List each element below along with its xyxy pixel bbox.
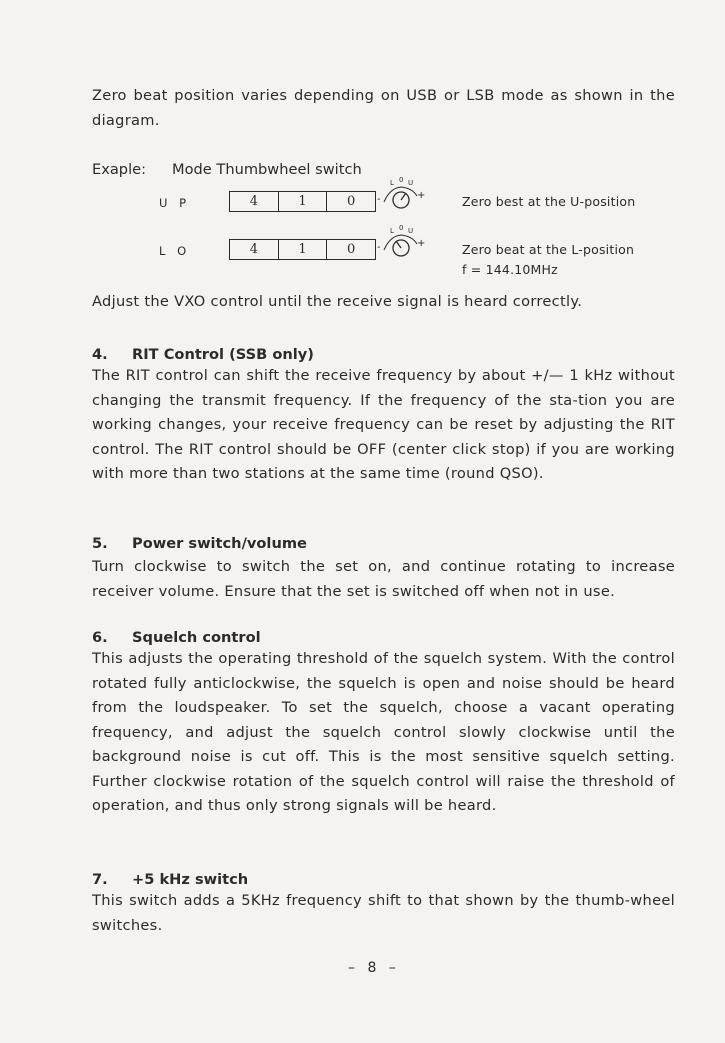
section-title: RIT Control (SSB only) xyxy=(132,346,314,363)
knob-lo-icon xyxy=(376,222,426,264)
example-label: Exaple: xyxy=(92,161,147,178)
knob-label-l: L xyxy=(390,179,394,187)
thumbwheel-lo xyxy=(229,239,376,260)
section-title: Squelch control xyxy=(132,629,261,646)
thumbwheel-digit: 1 xyxy=(279,192,328,211)
knob-label-u: U xyxy=(408,179,414,187)
section-number: 7. xyxy=(92,871,108,888)
knob-minus: - xyxy=(377,194,381,205)
knob-plus: + xyxy=(417,238,426,249)
section-heading-power xyxy=(92,534,307,554)
section-number: 5. xyxy=(92,535,108,552)
section-body-rit: The RIT control can shift the receive frequency by about +/— 1 kHz without changing the transmit frequency. If the frequency of the sta-tion you are working changes, your receive frequency can be reset by adjusting the RIT control. The RIT control should be OFF (center click stop) if you are working with more than two stations at the same time (round QSO). xyxy=(92,367,675,482)
knob-label-u: U xyxy=(408,227,414,235)
example-title: Mode Thumbwheel switch xyxy=(172,161,362,178)
note-up: Zero best at the U-position xyxy=(462,194,636,209)
knob-plus: + xyxy=(417,190,426,201)
thumbwheel-up xyxy=(229,191,376,212)
knob-label-l: L xyxy=(390,227,394,235)
thumbwheel-digit: 1 xyxy=(279,240,328,259)
section-body-5khz: This switch adds a 5KHz frequency shift to that shown by the thumb-wheel switches. xyxy=(92,892,675,934)
mode-label-lo: L O xyxy=(159,244,191,258)
adjust-paragraph: Adjust the VXO control until the receive signal is heard correctly. xyxy=(92,293,583,310)
section-title: Power switch/volume xyxy=(132,535,307,552)
intro-paragraph: Zero beat position varies depending on USB or LSB mode as shown in the diagram. xyxy=(92,87,675,129)
knob-label-o: 0 xyxy=(399,176,404,184)
section-body-power: Turn clockwise to switch the set on, and continue rotating to increase receiver volume. Ensure that the set is switched off when not in use. xyxy=(92,558,675,600)
section-heading-squelch xyxy=(92,628,261,648)
page-number: – 8 – xyxy=(348,960,400,976)
thumbwheel-digit: 4 xyxy=(230,192,279,211)
thumbwheel-digit: 4 xyxy=(230,240,279,259)
knob-label-o: 0 xyxy=(399,224,404,232)
note-lo-frequency: f = 144.10MHz xyxy=(462,262,558,277)
section-number: 6. xyxy=(92,629,108,646)
mode-label-up: U P xyxy=(159,196,191,210)
knob-up-icon xyxy=(376,174,426,216)
thumbwheel-digit: 0 xyxy=(347,194,356,209)
knob-minus: - xyxy=(377,242,381,253)
section-heading-rit xyxy=(92,345,314,365)
note-lo: Zero beat at the L-position xyxy=(462,242,635,257)
section-number: 4. xyxy=(92,346,108,363)
section-body-squelch: This adjusts the operating threshold of the squelch system. With the control rotated fully anticlockwise, the squelch is open and noise should be heard from the loudspeaker. To set the squelch, choose a vacant operating frequency, and adjust the squelch control slowly clockwise until the background noise is cut off. This is the most sensitive squelch setting. Further clockwise rotation of the squelch control will raise the threshold of operation, and thus only strong signals will be heard. xyxy=(92,650,675,814)
section-heading-5khz xyxy=(92,870,248,890)
section-title: +5 kHz switch xyxy=(132,871,249,888)
thumbwheel-digit: 0 xyxy=(347,242,356,257)
